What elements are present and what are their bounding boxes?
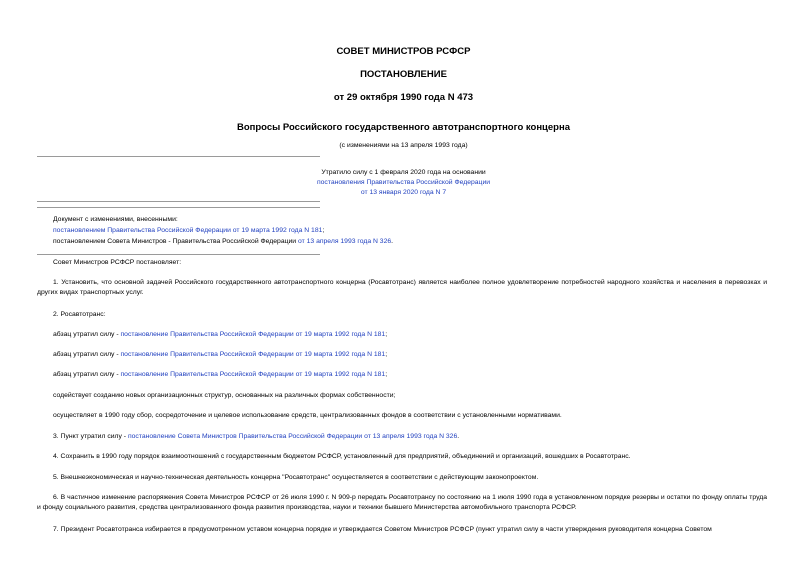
paragraph-3	[37, 432, 767, 442]
expiry-notice	[0, 168, 807, 198]
change-text: постановлением Совета Министров - Правительства Российской Федерации	[53, 238, 298, 245]
lost-link[interactable]: постановление Правительства Российской Федерации от 19 марта 1992 года N 181	[120, 351, 386, 358]
lost-force-paragraph	[37, 350, 767, 360]
lost-text: абзац утратил силу -	[53, 351, 121, 358]
changes-list	[37, 214, 767, 247]
expiry-link-title[interactable]: постановления Правительства Российской Федерации	[316, 179, 491, 186]
paragraph-2: 2. Росавтотранс:	[53, 311, 106, 318]
document-title: Вопросы Российского государственного автотранспортного концерна	[236, 122, 571, 133]
lost-link[interactable]: постановление Правительства Российской Федерации от 19 марта 1992 года N 181	[120, 331, 386, 338]
lost-link[interactable]: постановление Правительства Российской Федерации от 19 марта 1992 года N 181	[120, 371, 386, 378]
divider	[37, 201, 320, 202]
change-item	[37, 236, 767, 247]
paragraph-7: 7. Президент Росавтотранса избирается в предусмотренном уставом концерна порядке и утверждается Советом Министров РСФСР (пункт утратил силу в части утверждения руководителя концерна Советом	[53, 526, 712, 533]
lost-force-paragraph	[37, 330, 767, 340]
paragraph-1: 1. Установить, что основной задачей Российского государственного автотранспортного концерна (Росавтотранс) является наиболее полное удовлетворение потребностей народного хозяйства и населения в перевозках и других видах транспортных услуг.	[37, 279, 767, 296]
amendments-note: (с изменениями на 13 апреля 1993 года)	[339, 142, 468, 149]
punctuation: ;	[322, 227, 325, 234]
expiry-line: Утратило силу с 1 февраля 2020 года на основании	[321, 169, 486, 176]
expiry-link-date[interactable]: от 13 января 2020 года N 7	[360, 189, 447, 196]
document-type-heading: ПОСТАНОВЛЕНИЕ	[360, 69, 447, 80]
p3-link[interactable]: постановление Совета Министров Правительства Российской Федерации от 13 апреля 1993 года N 326	[127, 433, 458, 440]
change-link[interactable]: от 13 апреля 1993 года N 326	[297, 238, 392, 245]
paragraph-4: 4. Сохранить в 1990 году порядок взаимоотношений с государственным бюджетом РСФСР, установленный для предприятий, объединений и организаций, вошедших в Росавтотранс.	[53, 453, 631, 460]
lost-text: абзац утратил силу -	[53, 331, 121, 338]
document-date-number: от 29 октября 1990 года N 473	[333, 92, 474, 103]
punctuation: ;	[385, 331, 388, 338]
lost-text: абзац утратил силу -	[53, 371, 121, 378]
divider	[37, 156, 320, 157]
punctuation: .	[391, 238, 394, 245]
paragraph-2b: осуществляет в 1990 году сбор, сосредоточение и целевое использование средств, централизованных фондов в соответствии с установленными нормативами.	[53, 412, 562, 419]
paragraph-6: 6. В частичное изменение распоряжения Совета Министров РСФСР от 26 июля 1990 г. N 909-р передать Росавтотрансу по состоянию на 1 июля 1990 года в установленном порядке резервы и остатки по фонду оплаты труда и фонду социального развития, средства централизованного фонда развития производства, науки и техники бывшего Министерства автомобильного транспорта РСФСР.	[37, 494, 767, 511]
lost-force-paragraph	[37, 370, 767, 380]
issuer-heading: СОВЕТ МИНИСТРОВ РСФСР	[336, 46, 471, 57]
divider	[37, 207, 320, 208]
preamble: Совет Министров РСФСР постановляет:	[53, 259, 182, 266]
change-item	[37, 225, 767, 236]
p3-text: 3. Пункт утратил силу -	[53, 433, 128, 440]
change-link[interactable]: постановлением Правительства Российской Федерации от 19 марта 1992 года N 181	[53, 227, 323, 234]
paragraph-5: 5. Внешнеэкономическая и научно-техническая деятельность концерна "Росавтотранс" осуществляется в соответствии с действующим законопроектом.	[53, 474, 539, 481]
changes-intro: Документ с изменениями, внесенными:	[53, 216, 178, 223]
punctuation: .	[457, 433, 460, 440]
punctuation: ;	[385, 351, 388, 358]
paragraph-2a: содействует созданию новых организационных структур, основанных на различных формах собственности;	[53, 392, 396, 399]
divider	[37, 254, 320, 255]
punctuation: ;	[385, 371, 388, 378]
